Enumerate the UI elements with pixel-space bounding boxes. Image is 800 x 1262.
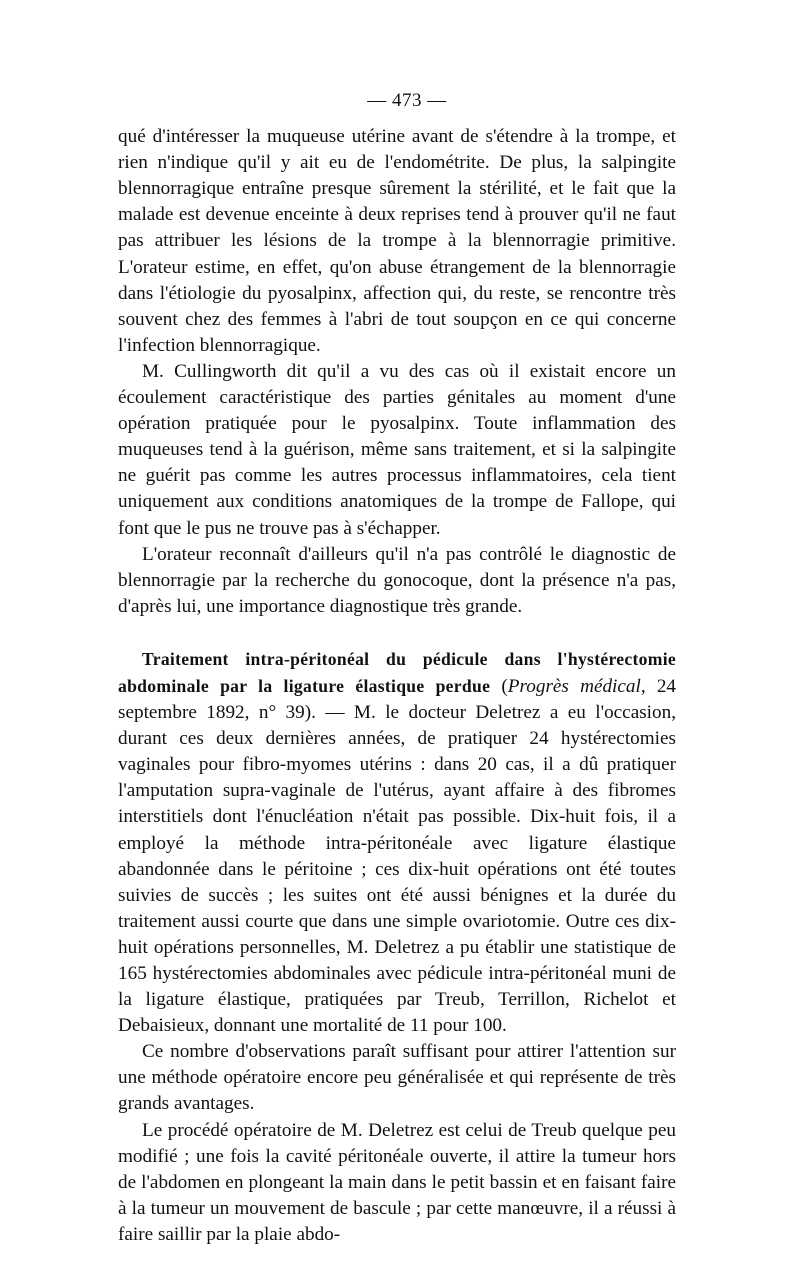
book-page	[118, 88, 676, 1248]
section-heading: Traitement intra-péritonéal du pédicule dans l'hystérectomie abdominale par la ligature élastique perdue	[118, 648, 676, 696]
paragraph-continuation: qué d'intéresser la muqueuse utérine avant de s'étendre à la trompe, et rien n'indique qu'il y ait eu de l'endométrite. De plus, la salpingite blennorragique entraîne presque sûrement la stérilité, et le fait que la malade est devenue enceinte à deux reprises tend à prouver qu'il ne faut pas attribuer les lésions de la trompe à la blennorragie primitive. L'orateur estime, en effet, qu'on abuse étrangement de la blennorragie dans l'étiologie du pyosalpinx, affection qui, du reste, se rencontre très souvent chez des femmes à l'abri de tout soupçon en ce qui concerne l'infection blennorragique.	[118, 126, 676, 356]
section-gap	[118, 620, 676, 646]
section-paragraph	[118, 646, 676, 1039]
source-journal: Progrès médical	[507, 675, 641, 697]
section-body: , 24 septembre 1892, n° 39). — M. le docteur Deletrez a eu l'occasion, durant ces deux dernières années, de pratiquer 24 hystérectomies vaginales pour fibro-myomes utérins : dans 20 cas, il a dû pratiquer l'amputation supra-vaginale de l'utérus, ayant affaire à des fibromes interstitiels dont l'énucléation n'était pas possible. Dix-huit fois, il a employé la méthode intra-péritonéale avec ligature élastique abandonnée dans le péritoine ; ces dix-huit opérations ont été toutes suivies de succès ; les suites ont été aussi bénignes et la durée du traitement aussi courte que dans une simple ovariotomie. Outre ces dix-huit opérations personnelles, M. Deletrez a pu établir une statistique de 165 hystérectomies abdominales avec pédicule intra-péritonéal muni de la ligature élastique, pratiquées par Treub, Terrillon, Richelot et Debaisieux, donnant une mortalité de 11 pour 100.	[118, 675, 677, 1037]
paragraph-procede: Le procédé opératoire de M. Deletrez est celui de Treub quelque peu modifié ; une fois la cavité péritonéale ouverte, il attire la tumeur hors de l'abdomen en plongeant la main dans le petit bassin et en faisant faire à la tumeur un mouvement de bascule ; par cette manœuvre, il a réussi à faire saillir par la plaie abdo-	[118, 1119, 676, 1245]
source-open: (	[490, 675, 508, 697]
paragraph-observations: Ce nombre d'observations paraît suffisant pour attirer l'attention sur une méthode opératoire encore peu généralisée et qui représente de très grands avantages.	[118, 1041, 676, 1115]
page-number: — 473 —	[367, 90, 447, 111]
paragraph-cullingworth: M. Cullingworth dit qu'il a vu des cas où il existait encore un écoulement caractéristique des parties génitales au moment d'une opération pratiquée pour le pyosalpinx. Toute inflammation des muqueuses tend à la guérison, même sans traitement, et si la salpingite ne guérit pas comme les autres processus inflammatoires, cela tient uniquement aux conditions anatomiques de la trompe de Fallope, qui font que le pus ne trouve pas à s'échapper.	[118, 360, 676, 539]
paragraph-orateur: L'orateur reconnaît d'ailleurs qu'il n'a pas contrôlé le diagnostic de blennorragie par la recherche du gonocoque, dont la présence n'a pas, d'après lui, une importance diagnostique très grande.	[118, 543, 676, 617]
